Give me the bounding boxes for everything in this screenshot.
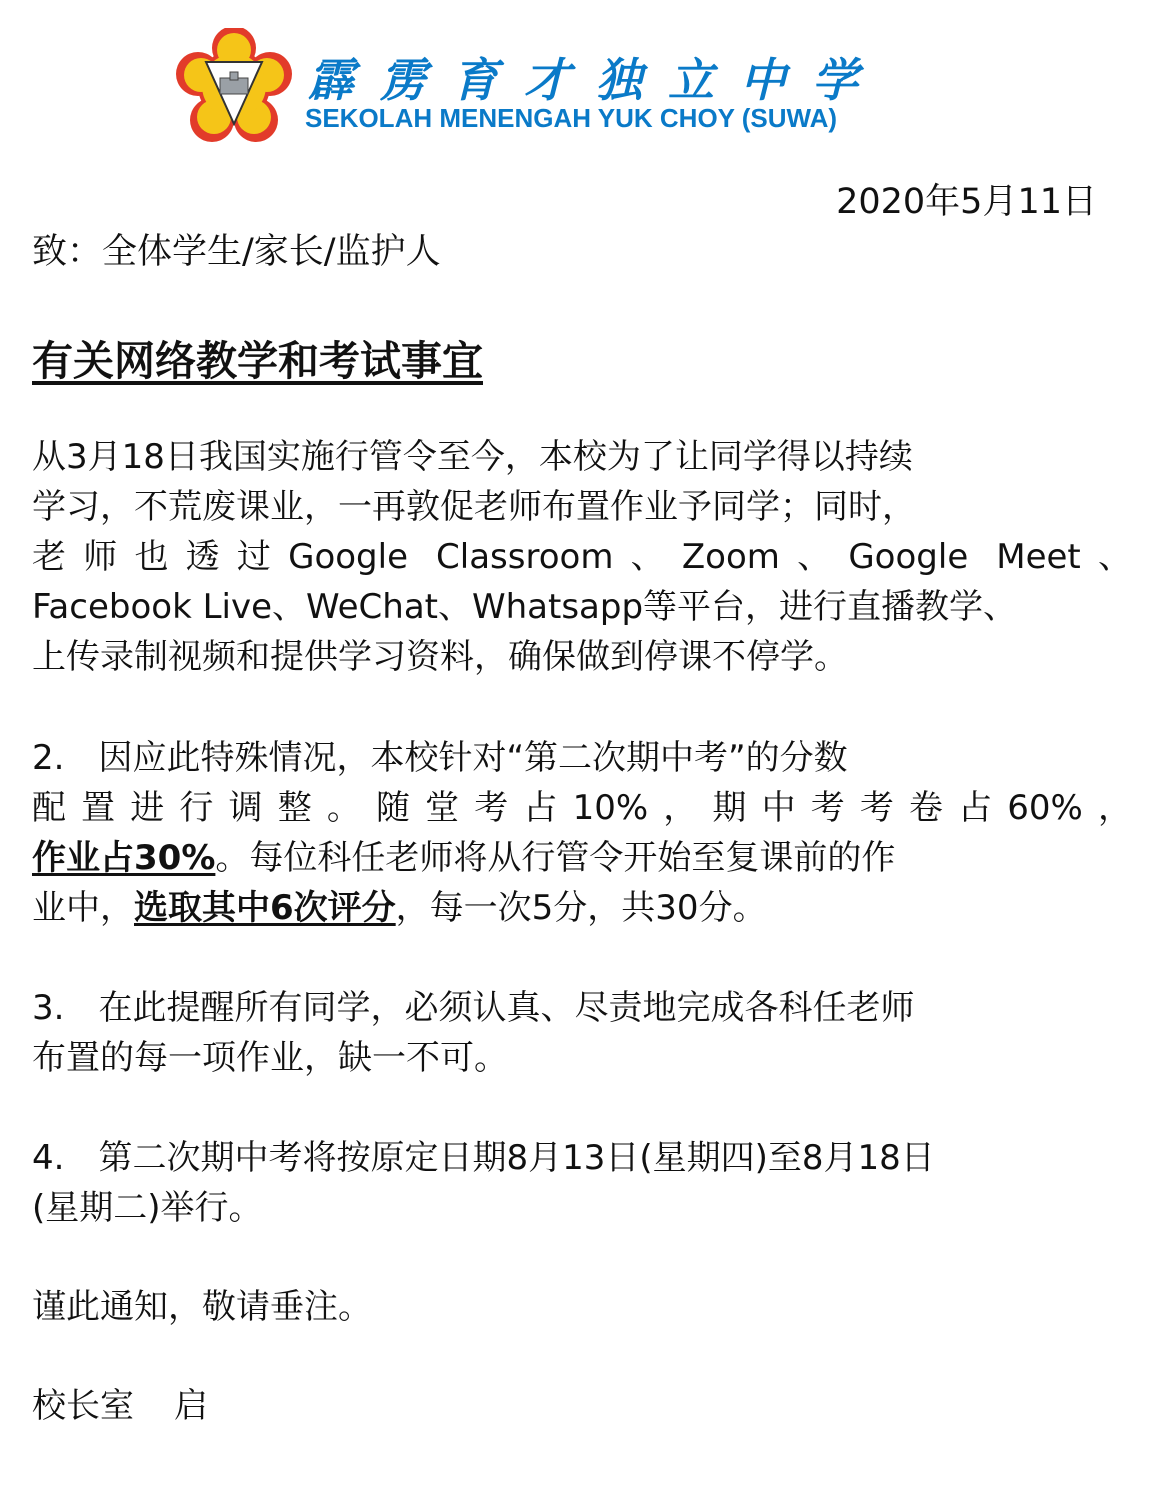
paragraph-2-line-4-end: ，每一次5分，共30分。 xyxy=(395,888,767,928)
signature-office: 校长室 xyxy=(32,1386,134,1426)
paragraph-3 xyxy=(32,983,1132,1083)
letter-subject: 有关网络教学和考试事宜 xyxy=(32,337,483,385)
school-logo xyxy=(176,28,292,144)
closing-line: 谨此通知，敬请垂注。 xyxy=(32,1287,372,1327)
paragraph-1-line-5: 上传录制视频和提供学习资料，确保做到停课不停学。 xyxy=(32,637,848,677)
paragraph-4-line-1: 4. 第二次期中考将按原定日期8月13日(星期四)至8月18日 xyxy=(32,1138,935,1178)
paragraph-3-line-1: 3. 在此提醒所有同学，必须认真、尽责地完成各科任老师 xyxy=(32,988,915,1028)
paragraph-4 xyxy=(32,1133,1132,1233)
paragraph-2-line-4-start: 业中， xyxy=(32,888,134,928)
paragraph-4-line-2: (星期二)举行。 xyxy=(32,1188,263,1228)
school-name-chinese: 霹雳育才独立中学 xyxy=(308,53,884,107)
paragraph-2-line-3-rest: 。每位科任老师将从行管令开始至复课前的作 xyxy=(215,838,896,878)
paragraph-2 xyxy=(32,733,1132,933)
letter-date: 2020年5月11日 xyxy=(836,182,1097,222)
paragraph-2-line-1: 2. 因应此特殊情况，本校针对“第二次期中考”的分数 xyxy=(32,738,848,778)
paragraph-3-line-2: 布置的每一项作业，缺一不可。 xyxy=(32,1038,508,1078)
signature-word: 启 xyxy=(174,1386,208,1426)
paragraph-1-line-2: 学习，不荒废课业，一再敦促老师布置作业予同学；同时， xyxy=(32,487,916,527)
homework-weight-highlight: 作业占30% xyxy=(32,838,216,878)
paragraph-1-line-4: Facebook Live、WeChat、Whatsapp等平台，进行直播教学、 xyxy=(32,587,1018,627)
paragraph-2-line-4 xyxy=(32,883,1132,933)
grading-selection-highlight: 选取其中6次评分 xyxy=(134,888,396,928)
signature-block xyxy=(32,1381,1132,1431)
paragraph-1 xyxy=(32,432,1132,682)
paragraph-2-line-2: 配置进行调整。随堂考占10%，期中考考卷占60%， xyxy=(32,788,1132,828)
recipient-line: 致：全体学生/家长/监护人 xyxy=(32,232,441,272)
paragraph-1-line-3: 老师也透过Google Classroom、Zoom、Google Meet、 xyxy=(32,537,1132,577)
paragraph-2-line-3 xyxy=(32,833,1132,883)
paragraph-1-line-1: 从3月18日我国实施行管令至今，本校为了让同学得以持续 xyxy=(32,437,913,477)
school-name-english: SEKOLAH MENENGAH YUK CHOY (SUWA) xyxy=(305,103,838,133)
